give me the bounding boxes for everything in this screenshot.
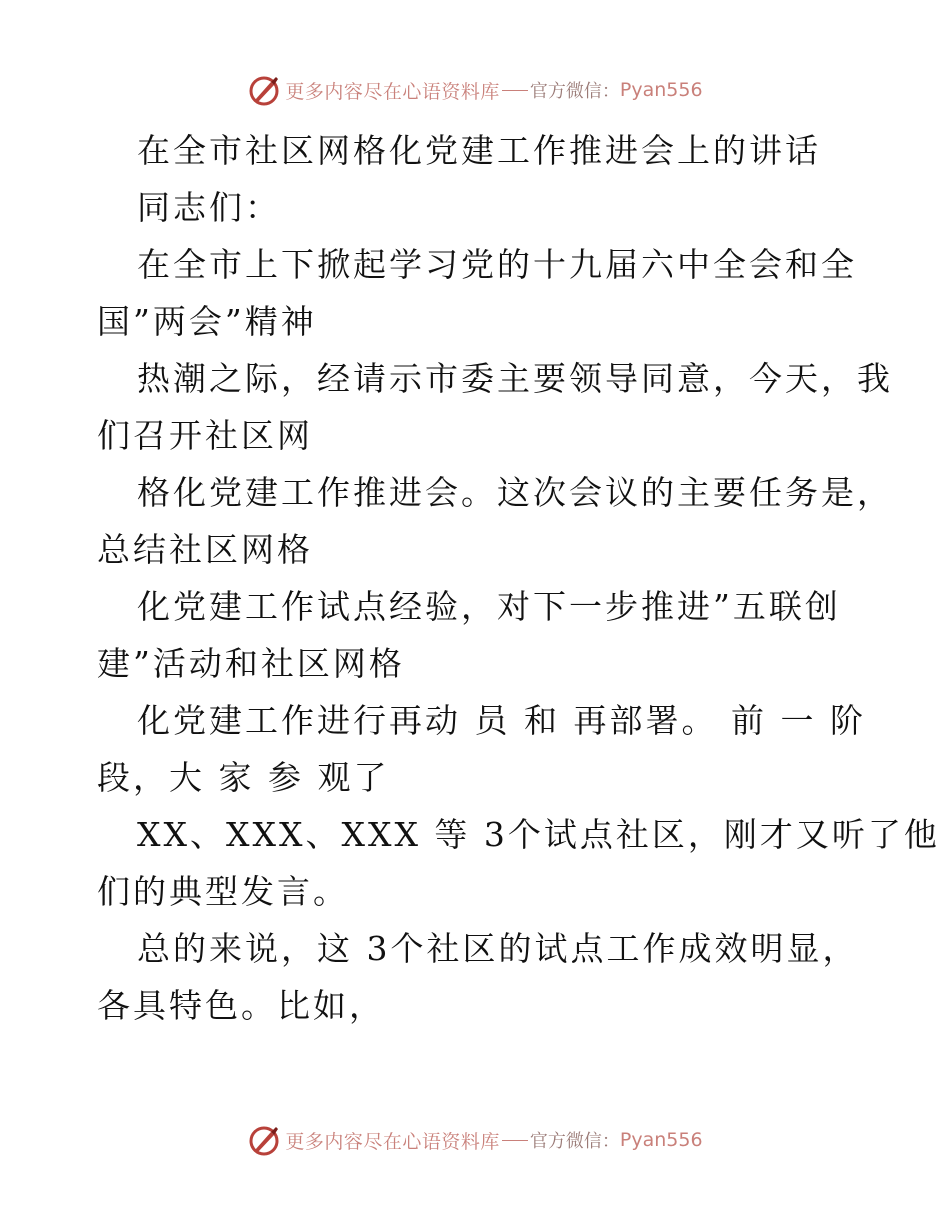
watermark-code: Pyan556: [619, 79, 703, 101]
text-line: 们召开社区网: [97, 416, 313, 455]
text-line: 总结社区网格: [97, 530, 313, 569]
text-line: 化党建工作试点经验，对下一步推进”五联创: [137, 587, 841, 626]
text-line: 们的典型发言。: [97, 872, 349, 911]
text-line: 热潮之际，经请示市委主要领导同意，今天，我: [137, 359, 893, 398]
text-line: XX、XXX、XXX 等 3个试点社区，刚才又听了他: [137, 815, 940, 854]
document-body: [97, 122, 940, 1034]
text-line: 化党建工作进行再动 员 和 再部署。 前 一 阶: [137, 701, 866, 740]
footer-watermark: [0, 1120, 950, 1160]
watermark-code: Pyan556: [619, 1129, 703, 1151]
text-line: 建”活动和社区网格: [97, 644, 405, 683]
watermark-label: 官方微信：: [529, 1131, 620, 1152]
text-line: 在全市社区网格化党建工作推进会上的讲话: [137, 131, 821, 170]
text-line: 国”两会”精神: [97, 302, 317, 341]
pen-logo-icon: [247, 1123, 281, 1157]
watermark-site-text: 更多内容尽在心语资料库: [285, 1130, 500, 1153]
text-line: 段，大 家 参 观了: [97, 758, 390, 797]
text-line: 总的来说，这 3个社区的试点工作成效明显，: [137, 929, 859, 968]
header-watermark: [0, 70, 950, 110]
watermark-dash: [502, 90, 528, 91]
text-line: 各具特色。比如，: [97, 986, 385, 1025]
text-line: 在全市上下掀起学习党的十九届六中全会和全: [137, 245, 857, 284]
pen-logo-icon: [247, 73, 281, 107]
watermark-label: 官方微信：: [529, 81, 620, 102]
text-line: 格化党建工作推进会。这次会议的主要任务是，: [137, 473, 893, 512]
watermark-dash: [502, 1140, 528, 1141]
text-line: 同志们：: [137, 188, 281, 227]
watermark-site-text: 更多内容尽在心语资料库: [285, 80, 500, 103]
